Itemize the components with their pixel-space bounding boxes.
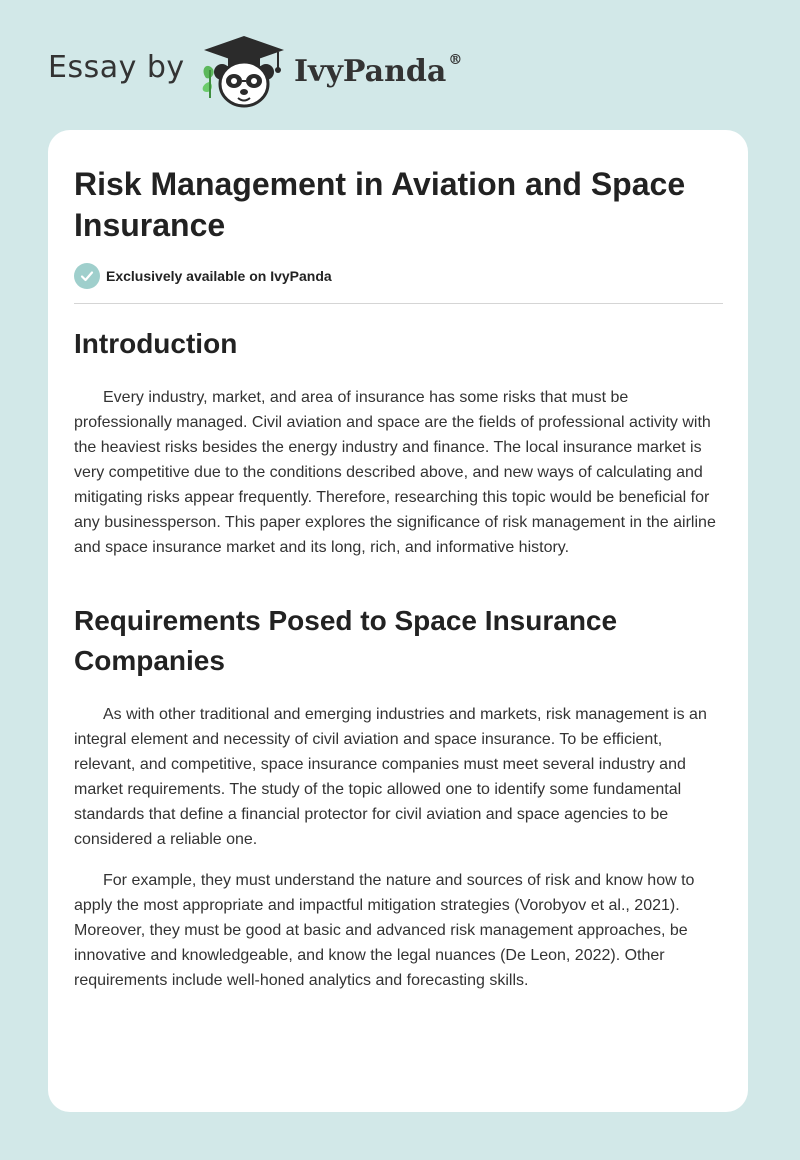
exclusive-badge xyxy=(74,263,332,289)
brand-name-text: IvyPanda xyxy=(294,54,447,89)
brand-prefix: Essay by xyxy=(48,50,185,85)
brand-name[interactable] xyxy=(294,54,462,89)
paragraph: Every industry, market, and area of insurance has some risks that must be professionally managed. Civil aviation and space are the fields of professional activity with the heaviest risks besides the energy industry and finance. The local insurance market is very competitive due to the conditions described above, and new ways of calculating and mitigating risks appear frequently. Therefore, researching this topic would be beneficial for any businessperson. This paper explores the significance of risk management in the airline and space insurance market and its long, rich, and informative history. xyxy=(74,389,716,556)
article-card xyxy=(48,130,748,1112)
divider xyxy=(74,303,723,304)
paragraph: For example, they must understand the nature and sources of risk and know how to apply the most appropriate and impactful mitigation strategies (Vorobyov et al., 2021). Moreover, they must be good at basic and advanced risk management approaches, be innovative and knowledgeable, and know the legal nuances (De Leon, 2022). Other requirements include well-honed analytics and forecasting skills. xyxy=(74,872,695,989)
paragraph: As with other traditional and emerging industries and markets, risk management is an integral element and necessity of civil aviation and space insurance. To be efficient, relevant, and competitive, space insurance companies must meet several industry and market requirements. The study of the topic allowed one to identify some fundamental standards that define a financial protector for civil aviation and space agencies to be considered a reliable one. xyxy=(74,706,707,848)
badge-label: Exclusively available on IvyPanda xyxy=(106,268,332,284)
registered-mark: ® xyxy=(448,52,463,68)
section-heading-introduction: Introduction xyxy=(74,328,238,359)
site-header xyxy=(0,0,800,130)
check-circle-icon xyxy=(74,263,100,289)
panda-graduation-cap-icon[interactable] xyxy=(198,34,290,110)
section-heading-requirements: Requirements Posed to Space Insurance Companies xyxy=(74,605,618,676)
article-title: Risk Management in Aviation and Space Insurance xyxy=(74,166,686,243)
